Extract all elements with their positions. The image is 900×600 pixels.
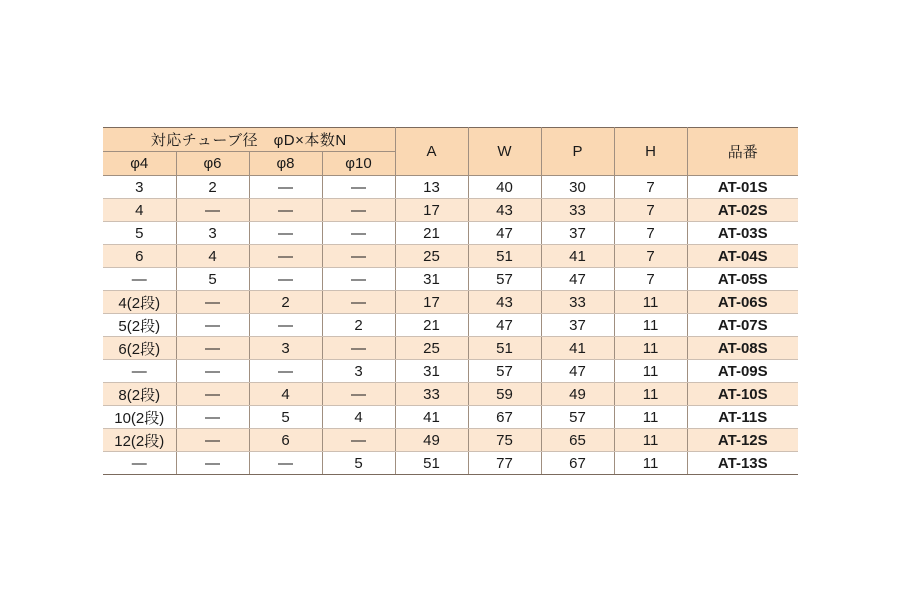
cell-part-number: AT-13S: [687, 452, 798, 475]
cell-phi10: —: [322, 245, 395, 268]
header-phi6: φ6: [176, 152, 249, 176]
table-row: [103, 429, 798, 452]
cell-phi4: 8(2段): [103, 383, 176, 406]
cell-p: 30: [541, 176, 614, 199]
table-row: [103, 452, 798, 475]
cell-phi4: 6: [103, 245, 176, 268]
cell-phi4: 5(2段): [103, 314, 176, 337]
cell-phi4: —: [103, 268, 176, 291]
cell-h: 7: [614, 245, 687, 268]
cell-phi8: 5: [249, 406, 322, 429]
cell-part-number: AT-04S: [687, 245, 798, 268]
cell-w: 47: [468, 222, 541, 245]
table-row: [103, 337, 798, 360]
header-phi10: φ10: [322, 152, 395, 176]
cell-part-number: AT-01S: [687, 176, 798, 199]
cell-h: 11: [614, 452, 687, 475]
cell-phi8: 3: [249, 337, 322, 360]
cell-phi6: —: [176, 406, 249, 429]
cell-phi8: —: [249, 245, 322, 268]
cell-phi10: —: [322, 429, 395, 452]
table-row: [103, 222, 798, 245]
cell-phi6: —: [176, 452, 249, 475]
cell-phi4: —: [103, 360, 176, 383]
table-row: [103, 360, 798, 383]
table-row: [103, 176, 798, 199]
cell-phi6: 5: [176, 268, 249, 291]
cell-phi6: —: [176, 291, 249, 314]
cell-phi4: 10(2段): [103, 406, 176, 429]
cell-h: 7: [614, 199, 687, 222]
cell-p: 47: [541, 268, 614, 291]
cell-h: 11: [614, 314, 687, 337]
cell-phi10: 5: [322, 452, 395, 475]
cell-phi4: —: [103, 452, 176, 475]
cell-p: 37: [541, 222, 614, 245]
cell-w: 57: [468, 360, 541, 383]
cell-a: 31: [395, 268, 468, 291]
cell-w: 77: [468, 452, 541, 475]
cell-w: 43: [468, 291, 541, 314]
cell-h: 11: [614, 406, 687, 429]
cell-part-number: AT-07S: [687, 314, 798, 337]
cell-a: 33: [395, 383, 468, 406]
cell-phi10: —: [322, 383, 395, 406]
cell-w: 40: [468, 176, 541, 199]
cell-phi4: 6(2段): [103, 337, 176, 360]
cell-phi10: 2: [322, 314, 395, 337]
cell-a: 17: [395, 199, 468, 222]
cell-p: 67: [541, 452, 614, 475]
cell-phi6: —: [176, 199, 249, 222]
cell-phi8: —: [249, 222, 322, 245]
cell-w: 67: [468, 406, 541, 429]
cell-phi6: 4: [176, 245, 249, 268]
cell-phi10: —: [322, 268, 395, 291]
cell-p: 47: [541, 360, 614, 383]
cell-a: 21: [395, 222, 468, 245]
cell-a: 17: [395, 291, 468, 314]
table-row: [103, 245, 798, 268]
cell-phi6: 3: [176, 222, 249, 245]
cell-phi6: —: [176, 314, 249, 337]
cell-phi8: —: [249, 176, 322, 199]
cell-phi8: 2: [249, 291, 322, 314]
cell-phi10: —: [322, 291, 395, 314]
header-p: P: [541, 128, 614, 176]
table-row: [103, 406, 798, 429]
table-row: [103, 314, 798, 337]
cell-part-number: AT-10S: [687, 383, 798, 406]
cell-phi8: 4: [249, 383, 322, 406]
cell-p: 33: [541, 199, 614, 222]
cell-part-number: AT-05S: [687, 268, 798, 291]
cell-part-number: AT-02S: [687, 199, 798, 222]
header-part-number: 品番: [687, 128, 798, 176]
cell-a: 13: [395, 176, 468, 199]
cell-p: 57: [541, 406, 614, 429]
cell-a: 25: [395, 337, 468, 360]
cell-phi6: —: [176, 383, 249, 406]
table-row: [103, 199, 798, 222]
cell-p: 33: [541, 291, 614, 314]
table-row: [103, 268, 798, 291]
cell-h: 7: [614, 222, 687, 245]
cell-a: 31: [395, 360, 468, 383]
cell-a: 51: [395, 452, 468, 475]
cell-part-number: AT-11S: [687, 406, 798, 429]
header-row-1: [103, 128, 798, 152]
cell-w: 51: [468, 245, 541, 268]
cell-phi8: —: [249, 199, 322, 222]
cell-a: 49: [395, 429, 468, 452]
cell-h: 11: [614, 291, 687, 314]
header-phi8: φ8: [249, 152, 322, 176]
cell-phi10: 3: [322, 360, 395, 383]
header-w: W: [468, 128, 541, 176]
cell-phi4: 5: [103, 222, 176, 245]
cell-w: 51: [468, 337, 541, 360]
cell-h: 11: [614, 360, 687, 383]
cell-part-number: AT-09S: [687, 360, 798, 383]
cell-p: 41: [541, 337, 614, 360]
table-body: [103, 176, 798, 475]
cell-phi10: —: [322, 222, 395, 245]
cell-phi4: 4: [103, 199, 176, 222]
cell-phi10: —: [322, 176, 395, 199]
cell-phi8: —: [249, 452, 322, 475]
cell-p: 65: [541, 429, 614, 452]
header-h: H: [614, 128, 687, 176]
cell-part-number: AT-03S: [687, 222, 798, 245]
table-row: [103, 383, 798, 406]
cell-phi8: 6: [249, 429, 322, 452]
cell-phi10: —: [322, 337, 395, 360]
cell-phi4: 12(2段): [103, 429, 176, 452]
cell-h: 7: [614, 268, 687, 291]
cell-w: 47: [468, 314, 541, 337]
cell-part-number: AT-08S: [687, 337, 798, 360]
cell-phi4: 3: [103, 176, 176, 199]
cell-w: 43: [468, 199, 541, 222]
cell-w: 75: [468, 429, 541, 452]
cell-a: 41: [395, 406, 468, 429]
cell-h: 7: [614, 176, 687, 199]
cell-part-number: AT-06S: [687, 291, 798, 314]
cell-p: 49: [541, 383, 614, 406]
cell-phi6: —: [176, 360, 249, 383]
cell-h: 11: [614, 383, 687, 406]
cell-phi10: 4: [322, 406, 395, 429]
header-phi4: φ4: [103, 152, 176, 176]
cell-a: 21: [395, 314, 468, 337]
cell-phi6: 2: [176, 176, 249, 199]
cell-w: 59: [468, 383, 541, 406]
table-row: [103, 291, 798, 314]
cell-phi10: —: [322, 199, 395, 222]
cell-p: 41: [541, 245, 614, 268]
cell-phi8: —: [249, 314, 322, 337]
cell-phi4: 4(2段): [103, 291, 176, 314]
cell-a: 25: [395, 245, 468, 268]
cell-phi8: —: [249, 360, 322, 383]
spec-table: [103, 127, 798, 475]
cell-p: 37: [541, 314, 614, 337]
header-a: A: [395, 128, 468, 176]
tube-diameter-group-header: 対応チューブ径 φD×本数N: [103, 128, 395, 152]
cell-phi8: —: [249, 268, 322, 291]
cell-w: 57: [468, 268, 541, 291]
cell-h: 11: [614, 337, 687, 360]
cell-part-number: AT-12S: [687, 429, 798, 452]
table-header: [103, 128, 798, 176]
cell-phi6: —: [176, 337, 249, 360]
cell-phi6: —: [176, 429, 249, 452]
cell-h: 11: [614, 429, 687, 452]
